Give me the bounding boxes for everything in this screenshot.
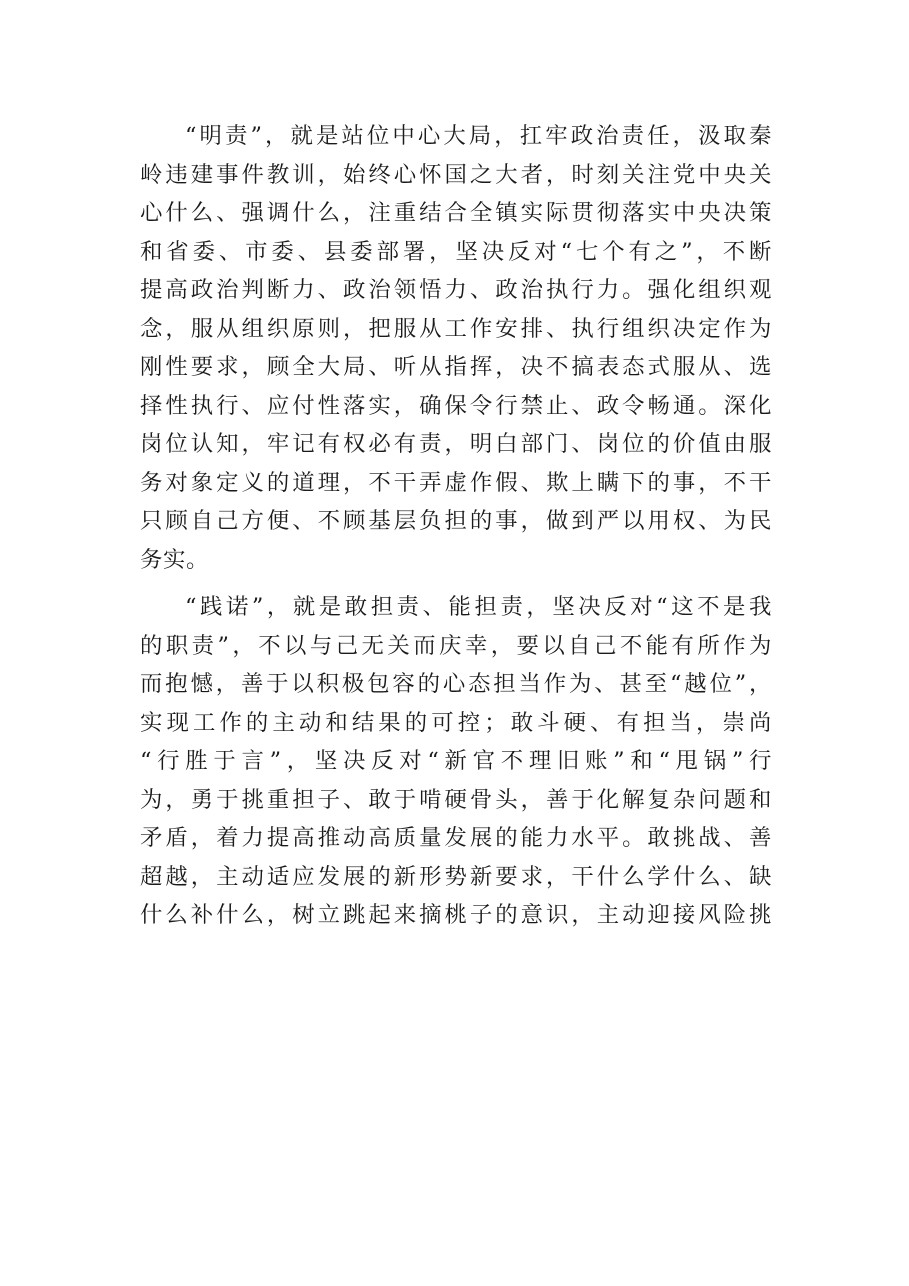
paragraph-jiannuo	[140, 588, 772, 935]
text-line: 务对象定义的道理，不干弄虚作假、欺上瞒下的事，不干	[140, 469, 772, 496]
text-line: 和省委、市委、县委部署，坚决反对“七个有之”，不断	[140, 238, 772, 265]
text-line: 提高政治判断力、政治领悟力、政治执行力。强化组织观	[140, 277, 772, 303]
text-line: 心什么、强调什么，注重结合全镇实际贯彻落实中央决策	[140, 200, 772, 226]
text-line: 超越，主动适应发展的新形势新要求，干什么学什么、缺	[140, 863, 772, 890]
document-body	[140, 117, 772, 935]
text-line: 择性执行、应付性落实，确保令行禁止、政令畅通。深化	[140, 392, 772, 419]
text-line: 念，服从组织原则，把服从工作安排、执行组织决定作为	[140, 315, 772, 342]
text-line: 务实。	[140, 546, 209, 573]
text-line: 矛盾，着力提高推动高质量发展的能力水平。敢挑战、善	[140, 825, 772, 851]
text-line: 岗位认知，牢记有权必有责，明白部门、岗位的价值由服	[140, 431, 772, 457]
text-line: “行胜于言”，坚决反对“新官不理旧账”和“甩锅”行	[140, 748, 772, 774]
text-line: 刚性要求，顾全大局、听从指挥，决不搞表态式服从、选	[140, 354, 772, 380]
text-line: 什么补什么，树立跳起来摘桃子的意识，主动迎接风险挑	[140, 902, 772, 928]
text-line: “践诺”，就是敢担责、能担责，坚决反对“这不是我	[185, 594, 772, 620]
text-line: 而抱憾，善于以积极包容的心态担当作为、甚至“越位”，	[140, 671, 772, 697]
paragraph-mingze	[140, 117, 772, 579]
text-line: 的职责”，不以与己无关而庆幸，要以自己不能有所作为	[140, 632, 772, 659]
text-line: 实现工作的主动和结果的可控；敢斗硬、有担当，崇尚	[140, 709, 772, 736]
text-line: 为，勇于挑重担子、敢于啃硬骨头，善于化解复杂问题和	[140, 786, 772, 813]
paragraph-spacer	[140, 579, 772, 588]
text-line: “明责”，就是站位中心大局，扛牢政治责任，汲取秦	[185, 123, 772, 149]
text-line: 岭违建事件教训，始终心怀国之大者，时刻关注党中央关	[140, 161, 772, 188]
text-line: 只顾自己方便、不顾基层负担的事，做到严以用权、为民	[140, 508, 772, 534]
